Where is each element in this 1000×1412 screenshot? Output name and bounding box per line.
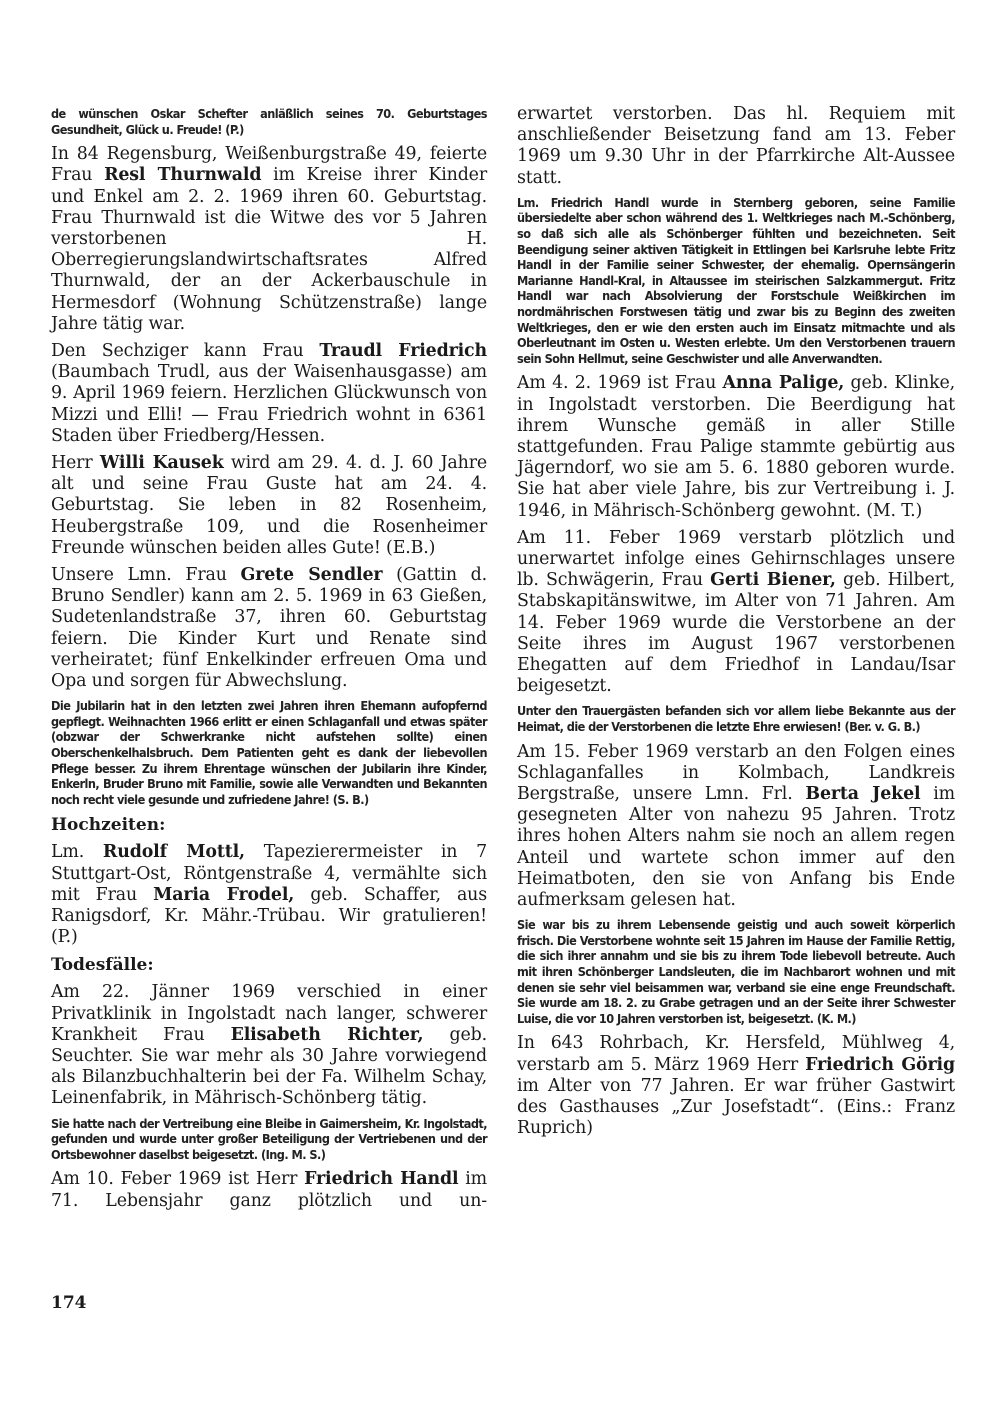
- person-name: Resl Thurnwald: [104, 165, 262, 186]
- person-name: Friedrich Görig: [805, 1054, 955, 1075]
- text: Den Sechziger kann Frau: [51, 341, 320, 362]
- birthday-kausek: [51, 453, 487, 559]
- left-column: [51, 104, 487, 1218]
- text: Am 4. 2. 1969 ist Frau: [517, 373, 723, 394]
- note-sendler: Die Jubilarin hat in den letzten zwei Jahren ihren Ehemann aufopfernd gepflegt. Weihnachten 1966 erlitt er einen Schlaganfall und etwas später (obzwar der Schwerkranke nicht aufstehen sollte) einen Oberschenkelhalsbruch. Dem Patienten geht es dank der liebevollen Pflege besser. Zu ihrem Ehrentage wünschen der Jubilarin ihre Kinder, Enkerln, Bruder Bruno mit Familie, sowie alle Verwandten und Bekannten noch recht viele gesunde und zufriedene Jahre! (S. B.): [51, 698, 487, 807]
- person-name: Grete Sendler: [240, 565, 383, 586]
- text: Am 15. Feber 1969 verstarb an den Folgen eines Schlaganfalles in Kolmbach, Landkreis Bergstraße, unsere Lmn. Frl.: [517, 741, 955, 804]
- person-name: Friedrich Handl: [304, 1169, 459, 1190]
- text: Unsere Lmn. Frau: [51, 565, 241, 586]
- text: im gesegneten Alter von nahezu 95 Jahren. Trotz ihres hohen Alters nahm sie noch an allem regen Anteil und wartete schon immer auf den Heimatboten, den sie von Anfang bis Ende aufmerksam gelesen hat.: [517, 783, 955, 910]
- obituary-handl-start: [51, 1169, 487, 1211]
- person-name: Rudolf Mottl,: [102, 842, 245, 863]
- text: im Alter von 77 Jahren. Er war früher Gastwirt des Gasthauses „Zur Josefstadt“. (Eins.: Franz Ruprich): [517, 1075, 955, 1139]
- person-name: Maria Frodel,: [153, 884, 295, 905]
- note-richter: Sie hatte nach der Vertreibung eine Bleibe in Gaimersheim, Kr. Ingolstadt, gefunden und wurde unter großer Beteiligung der Vertriebenen und der Ortsbewohner daselbst beigesetzt. (Ing. M. S.): [51, 1115, 487, 1162]
- text: geb. Hilbert, Stabskapitänswitwe, im Alter von 71 Jahren. Am 14. Feber 1969 wurde die Verstorbene an der Seite ihres im August 1967 verstorbenen Ehegatten auf dem Friedhof in Landau/Isar beigesetzt.: [517, 570, 955, 697]
- text: Am 11. Feber 1969 verstarb plötzlich und unerwartet infolge eines Gehirnschlages unsere lb. Schwägerin, Frau: [517, 527, 955, 591]
- person-name: Willi Kausek: [99, 453, 224, 474]
- section-heading-deaths: Todesfälle:: [51, 955, 154, 976]
- birthday-thurnwald: [51, 144, 487, 335]
- wedding-mottl: [51, 842, 487, 948]
- text: Tapezierermeister in 7 Stuttgart-Ost, Röntgenstraße 4, vermählte sich mit Frau: [51, 842, 488, 905]
- obituary-jekel: [517, 742, 955, 912]
- text: geb. Seuchter. Sie war mehr als 30 Jahre vorwiegend als Bilanzbuchhalterin bei der Fa. Wilhelm Schay, Leinenfabrik, in Mährisch-Schönberg tätig.: [51, 1024, 487, 1109]
- person-name: Elisabeth Richter,: [230, 1024, 424, 1045]
- text: (Baumbach Trudl, aus der Waisenhausgasse) am 9. April 1969 feiern. Herzlichen Glückwunsch von Mizzi und Elli! — Frau Friedrich wohnt in 6361 Staden über Friedberg/Hessen.: [51, 362, 487, 446]
- text: In 643 Rohrbach, Kr. Hersfeld, Mühlweg 4, verstarb am 5. März 1969 Herr: [517, 1033, 955, 1075]
- person-name: Anna Palige,: [722, 373, 845, 394]
- right-column: [517, 104, 955, 1145]
- text: Am 22. Jänner 1969 verschied in einer Privatklinik in Ingolstadt nach langer, schwerer Krankheit Frau: [51, 982, 487, 1045]
- obituary-biener: [517, 528, 955, 698]
- text: im 71. Lebensjahr ganz plötzlich und un-: [51, 1169, 487, 1211]
- note-handl: Lm. Friedrich Handl wurde in Sternberg geboren, seine Familie übersiedelte aber schon während des 1. Weltkrieges nach M.-Schönberg, so daß sich alle als Schönberger fühlten und bezeichneten. Seit Beendigung seiner aktiven Tätigkeit in Ettlingen bei Karlsruhe lebte Fritz Handl in der Familie seiner Schwester, der ehemalig. Opernsängerin Marianne Handl-Kral, in Altaussee im steirischen Salzkammergut. Fritz Handl war nach Absolvierung der Forstschule Weißkirchen im nordmährischen Forstwesen tätig und zwar bis zu Beginn des zweiten Weltkrieges, den er wie den ersten auch im Einsatz mitmachte und als Oberleutnant im Osten u. Westen erlebte. Um den Verstorbenen trauern sein Sohn Hellmut, seine Geschwister und alle Anverwandten.: [517, 194, 955, 366]
- page-number: 174: [51, 1293, 87, 1313]
- obituary-richter: [51, 982, 487, 1109]
- note-jekel: Sie war bis zu ihrem Lebensende geistig und auch soweit körperlich frisch. Die Verstorbene wohnte seit 15 Jahren im Hause der Familie Rettig, die sich ihrer annahm und sie bis zu ihrem Tode liebevoll betreute. Auch mit ihren Schönberger Landsleuten, die im Nachbarort wohnen und mit denen sie sehr viel beisammen war, verband sie eine enge Freundschaft. Sie wurde am 18. 2. zu Grabe getragen und an der Seite ihrer Schwester Luise, die vor 10 Jahren verstorben ist, beigesetzt. (K. M.): [517, 917, 955, 1026]
- text: Herr: [51, 453, 100, 474]
- text: geb. Klinke, in Ingolstadt verstorben. Die Beerdigung hat ihrem Wunsche gemäß in aller Stille stattgefunden. Frau Palige stammte gebürtig aus Jägerndorf, wo sie am 5. 6. 1880 geboren wurde. Sie hat aber viele Jahre, bis zur Vertreibung i. J. 1946, in Mährisch-Schönberg gewohnt. (M. T.): [517, 373, 955, 521]
- text: Am 10. Feber 1969 ist Herr: [51, 1169, 305, 1190]
- section-heading-weddings: Hochzeiten:: [51, 815, 166, 836]
- text: geb. Schaffer, aus Ranigsdorf, Kr. Mähr.-Trübau. Wir gratulieren! (P.): [51, 884, 487, 948]
- text: im Kreise ihrer Kinder und Enkel am 2. 2. 1969 ihren 60. Geburtstag. Frau Thurnwald ist die Witwe des vor 5 Jahren verstorbenen H. Oberregierungslandwirtschaftsrates Alfred Thurnwald, der an der Ackerbauschule in Hermesdorf (Wohnung Schützenstraße) lange Jahre tätig war.: [51, 165, 487, 334]
- text: (Gattin d. Bruno Sendler) kann am 2. 5. 1969 in 63 Gießen, Sudetenlandstraße 37, ihren 60. Geburtstag feiern. Die Kinder Kurt und Renate sind verheiratet; fünf Enkelkinder erfreuen Oma und Opa und sorgen für Abwechslung.: [51, 565, 487, 692]
- text: wird am 29. 4. d. J. 60 Jahre alt und seine Frau Guste hat am 24. 4. Geburtstag. Sie leben in 82 Rosenheim, Heubergstraße 109, und die Rosenheimer Freunde wünschen beiden alles Gute! (E.B.): [51, 453, 487, 558]
- obituary-handl-cont: erwartet verstorben. Das hl. Requiem mit anschließender Beisetzung fand am 13. Feber 1969 um 9.30 Uhr in der Pfarrkirche Alt-Aussee statt.: [517, 104, 955, 188]
- note-biener: Unter den Trauergästen befanden sich vor allem liebe Bekannte aus der Heimat, die der Verstorbenen die letzte Ehre erwiesen! (Ber. v. G. B.): [517, 703, 955, 734]
- text: Lm.: [51, 842, 103, 863]
- person-name: Gerti Biener,: [710, 570, 836, 591]
- text: In 84 Regensburg, Weißenburgstraße 49, feierte Frau: [51, 144, 487, 186]
- birthday-friedrich: [51, 341, 487, 447]
- person-name: Berta Jekel: [805, 783, 921, 804]
- birthday-note-schefter: de wünschen Oskar Schefter anläßlich seines 70. Geburtstages Gesundheit, Glück u. Freude! (P.): [51, 106, 487, 137]
- obituary-goerig: [517, 1033, 955, 1139]
- birthday-sendler: [51, 565, 487, 692]
- person-name: Traudl Friedrich: [319, 341, 487, 362]
- obituary-palige: [517, 373, 955, 521]
